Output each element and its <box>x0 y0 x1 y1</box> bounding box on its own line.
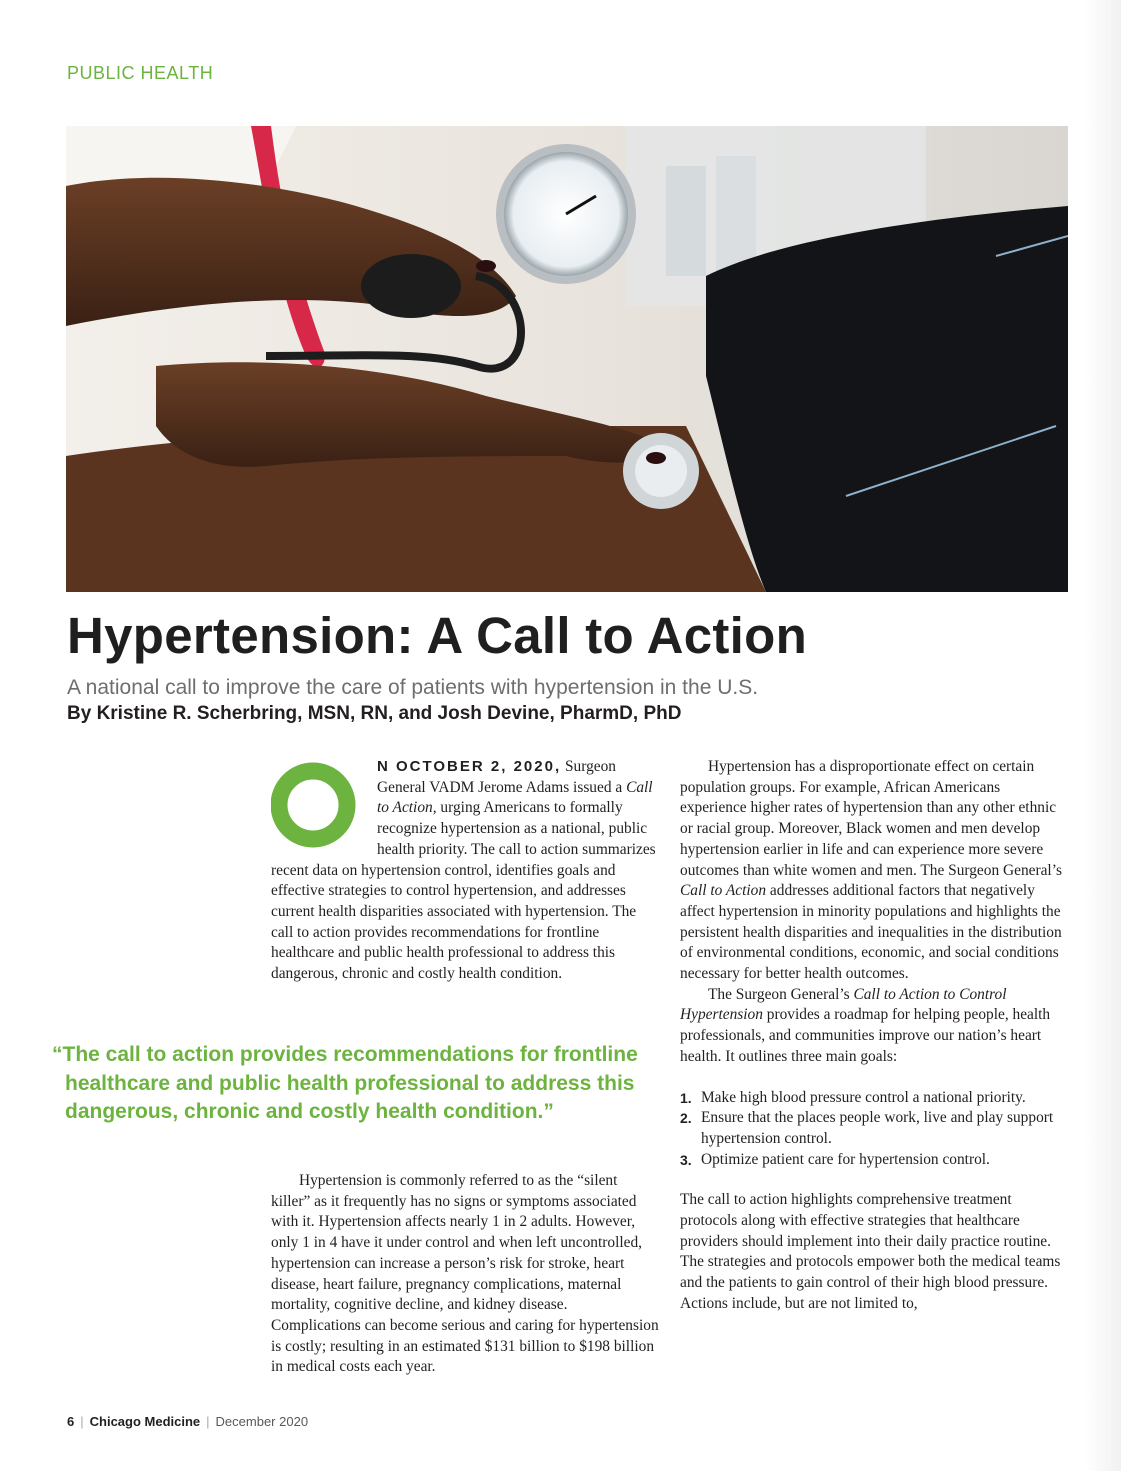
magazine-name: Chicago Medicine <box>89 1414 201 1429</box>
roadmap-paragraph: The Surgeon General’s Call to Action to Control Hypertension provides a roadmap for helping people, health professionals, and communities improve our nation’s heart health. It outlines three main goals: <box>680 985 1051 1065</box>
intro-paragraph: N OCTOBER 2, 2020, Surgeon General VADM Jerome Adams issued a Call to Action, urging Americans to formally recognize hypertension as a national, public health priority. The call to action summarizes recent data on hypertension control, identifies goals and effective strategies to control hypertension, and addresses current health disparities associated with hypertension. The call to action provides recommendations for frontline healthcare and public health professional to address this dangerous, chronic and costly health condition. <box>271 758 656 983</box>
goals-list <box>680 1088 1070 1171</box>
footer-divider: | <box>206 1414 210 1429</box>
hero-photo <box>66 126 1068 592</box>
page-footer <box>67 1414 308 1429</box>
pull-quote: “The call to action provides recommendations for frontline healthcare and public health professional to address this dangerous, chronic and costly health condition.” <box>52 1043 638 1124</box>
list-item: 1. Make high blood pressure control a national priority. <box>680 1088 1026 1106</box>
page-number: 6 <box>67 1414 75 1429</box>
footer-divider: | <box>80 1414 84 1429</box>
article-subtitle: A national call to improve the care of patients with hypertension in the U.S. <box>67 676 759 699</box>
page-edge-shadow <box>1085 0 1121 1471</box>
list-item: 2. Ensure that the places people work, live and play support hypertension control. <box>680 1109 1054 1147</box>
lead-caps: N OCTOBER 2, 2020, <box>377 758 562 775</box>
silent-killer-paragraph: Hypertension is commonly referred to as the “silent killer” as it frequently has no signs or symptoms associated with it. Hypertension affects nearly 1 in 2 adults. However, only 1 in 4 have it under control and when left uncontrolled, hypertension can increase a person’s risk for stroke, heart disease, heart failure, pregnancy complications, maternal mortality, cognitive decline, and kidney disease. Complications can become serious and caring for hypertension is costly; resulting in an estimated $131 billion to $198 billion in medical costs each year. <box>271 1172 659 1376</box>
issue-date: December 2020 <box>215 1414 309 1429</box>
disparity-paragraph: Hypertension has a disproportionate effect on certain population groups. For example, African Americans experience higher rates of hypertension than any other ethnic or racial group. Moreover, Black women and men develop hypertension earlier in life and can experience more severe outcomes than white women and men. The Surgeon General’s Call to Action addresses additional factors that negatively affect hypertension in minority populations and highlights the persistent health disparities and inequalities in the distribution of environmental conditions, economic, and social conditions necessary for better health outcomes. <box>680 758 1062 983</box>
article-title: Hypertension: A Call to Action <box>67 607 808 664</box>
column-1-continued <box>271 1171 659 1378</box>
section-label: PUBLIC HEALTH <box>67 63 214 83</box>
list-item: 3. Optimize patient care for hypertension control. <box>680 1150 990 1168</box>
column-2 <box>680 757 1070 1315</box>
protocols-paragraph: The call to action highlights comprehensive treatment protocols along with effective strategies that healthcare providers should implement into their daily practice routine. The strategies and protocols empower both the medical teams and the patients to gain control of their high blood pressure. Actions include, but are not limited to, <box>680 1191 1061 1312</box>
byline: By Kristine R. Scherbring, MSN, RN, and Josh Devine, PharmD, PhD <box>67 703 682 724</box>
drop-cap-o-icon <box>271 759 363 851</box>
column-1-intro <box>271 757 659 985</box>
